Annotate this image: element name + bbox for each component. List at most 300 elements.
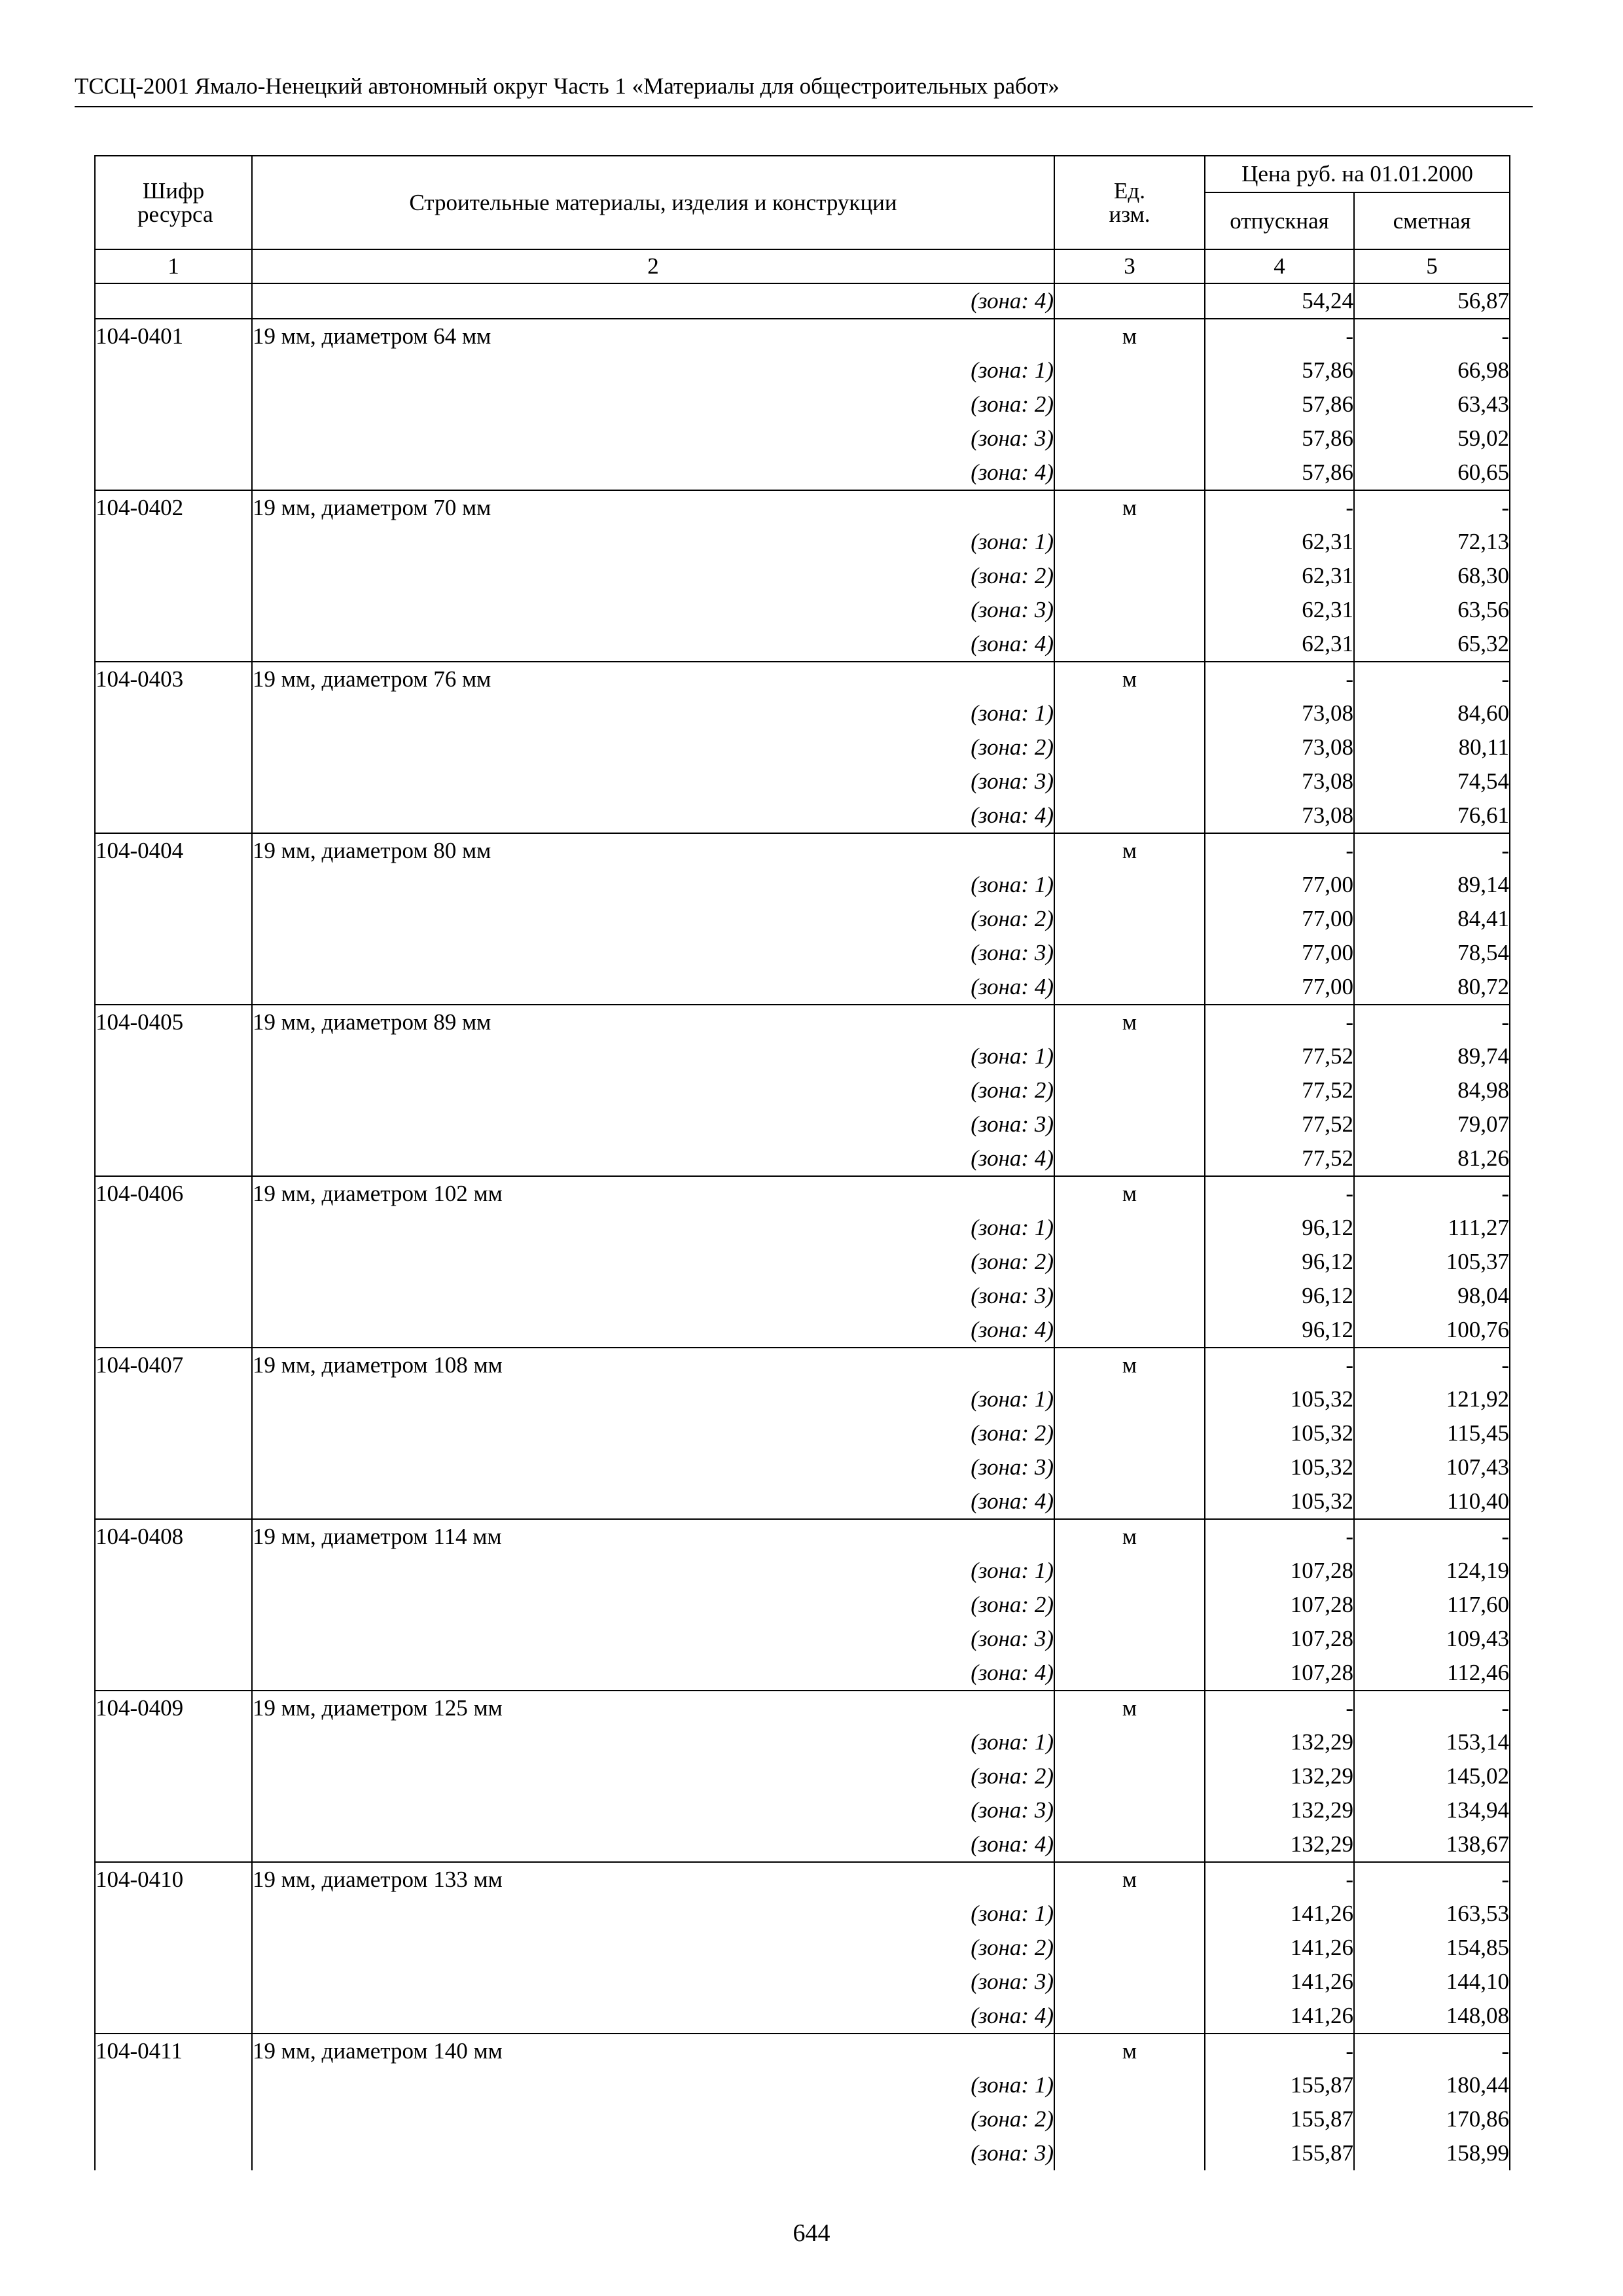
code-cell [95, 1554, 252, 1588]
zone-label: (зона: 3) [252, 1450, 1054, 1484]
zone-row [95, 422, 1510, 456]
estimate-price: 60,65 [1354, 456, 1510, 490]
zone-label: (зона: 1) [252, 868, 1054, 902]
release-price: 107,28 [1205, 1554, 1354, 1588]
estimate-price: 76,61 [1354, 798, 1510, 833]
resource-code: 104-0401 [95, 319, 252, 353]
column-number: 5 [1354, 249, 1510, 283]
material-name: 19 мм, диаметром 102 мм [252, 1176, 1054, 1211]
release-price: 155,87 [1205, 2102, 1354, 2136]
unit-cell [1054, 283, 1205, 319]
zone-row [95, 1931, 1510, 1965]
code-cell [95, 353, 252, 387]
estimate-price: 138,67 [1354, 1827, 1510, 1862]
estimate-price: 89,14 [1354, 868, 1510, 902]
column-number: 2 [252, 249, 1054, 283]
zone-row [95, 1725, 1510, 1759]
resource-code: 104-0408 [95, 1519, 252, 1554]
code-cell [95, 1107, 252, 1141]
zone-row [95, 1622, 1510, 1656]
unit-cell [1054, 1450, 1205, 1484]
material-name: 19 мм, диаметром 133 мм [252, 1862, 1054, 1897]
zone-label: (зона: 4) [252, 798, 1054, 833]
unit-cell: м [1054, 1862, 1205, 1897]
estimate-price: 109,43 [1354, 1622, 1510, 1656]
zone-row [95, 1484, 1510, 1519]
table-row [95, 1176, 1510, 1211]
release-price: - [1205, 319, 1354, 353]
material-name: 19 мм, диаметром 70 мм [252, 490, 1054, 525]
code-cell [95, 1656, 252, 1691]
estimate-price: 180,44 [1354, 2068, 1510, 2102]
code-cell [95, 525, 252, 559]
code-cell [95, 456, 252, 490]
unit-cell [1054, 1107, 1205, 1141]
zone-label: (зона: 2) [252, 902, 1054, 936]
header-code: Шифр ресурса [95, 156, 252, 249]
estimate-price: 111,27 [1354, 1211, 1510, 1245]
table-row [95, 2034, 1510, 2068]
zone-label: (зона: 3) [252, 2136, 1054, 2170]
column-number: 1 [95, 249, 252, 283]
release-price: - [1205, 662, 1354, 696]
zone-row [95, 902, 1510, 936]
zone-label: (зона: 2) [252, 730, 1054, 764]
code-cell [95, 1245, 252, 1279]
zone-label: (зона: 3) [252, 764, 1054, 798]
estimate-price: 144,10 [1354, 1965, 1510, 1999]
unit-cell [1054, 1897, 1205, 1931]
zone-row [95, 1827, 1510, 1862]
release-price: - [1205, 1176, 1354, 1211]
unit-cell: м [1054, 662, 1205, 696]
unit-cell: м [1054, 2034, 1205, 2068]
resource-code: 104-0411 [95, 2034, 252, 2068]
unit-cell [1054, 627, 1205, 662]
zone-row [95, 970, 1510, 1005]
zone-row [95, 593, 1510, 627]
release-price: 77,00 [1205, 868, 1354, 902]
estimate-price: 110,40 [1354, 1484, 1510, 1519]
material-name: 19 мм, диаметром 140 мм [252, 2034, 1054, 2068]
unit-cell [1054, 422, 1205, 456]
zone-row [95, 456, 1510, 490]
unit-cell [1054, 1484, 1205, 1519]
resource-code: 104-0410 [95, 1862, 252, 1897]
zone-label: (зона: 4) [252, 1999, 1054, 2034]
code-cell [95, 1141, 252, 1176]
zone-label: (зона: 2) [252, 559, 1054, 593]
unit-cell [1054, 1725, 1205, 1759]
estimate-price: - [1354, 1691, 1510, 1725]
estimate-price: 63,43 [1354, 387, 1510, 422]
release-price: 73,08 [1205, 764, 1354, 798]
header-rule [75, 106, 1533, 107]
code-cell [95, 1897, 252, 1931]
estimate-price: 117,60 [1354, 1588, 1510, 1622]
header-release-price: отпускная [1205, 192, 1354, 249]
material-name: 19 мм, диаметром 80 мм [252, 833, 1054, 868]
zone-row [95, 1999, 1510, 2034]
table-row [95, 1691, 1510, 1725]
code-cell [95, 1484, 252, 1519]
estimate-price: 112,46 [1354, 1656, 1510, 1691]
release-price: 62,31 [1205, 627, 1354, 662]
material-name: 19 мм, диаметром 76 мм [252, 662, 1054, 696]
table-row [95, 1005, 1510, 1039]
zone-label: (зона: 1) [252, 1211, 1054, 1245]
estimate-price: 154,85 [1354, 1931, 1510, 1965]
code-cell [95, 1416, 252, 1450]
header-name: Строительные материалы, изделия и конструкции [252, 156, 1054, 249]
zone-label: (зона: 1) [252, 525, 1054, 559]
release-price: 57,86 [1205, 422, 1354, 456]
release-price: 77,52 [1205, 1073, 1354, 1107]
unit-cell [1054, 798, 1205, 833]
release-price: - [1205, 833, 1354, 868]
code-cell [95, 868, 252, 902]
code-cell [95, 970, 252, 1005]
unit-cell [1054, 1622, 1205, 1656]
table-row [95, 662, 1510, 696]
code-cell [95, 1073, 252, 1107]
unit-cell [1054, 730, 1205, 764]
unit-cell [1054, 902, 1205, 936]
zone-label: (зона: 2) [252, 1416, 1054, 1450]
code-cell [95, 2136, 252, 2170]
header-estimate-price: сметная [1354, 192, 1510, 249]
zone-row [95, 559, 1510, 593]
zone-row [95, 1897, 1510, 1931]
estimate-price: 80,11 [1354, 730, 1510, 764]
unit-cell [1054, 456, 1205, 490]
zone-row [95, 627, 1510, 662]
release-price: 132,29 [1205, 1759, 1354, 1793]
column-number: 4 [1205, 249, 1354, 283]
code-cell [95, 1622, 252, 1656]
estimate-price: 65,32 [1354, 627, 1510, 662]
zone-label: (зона: 1) [252, 1382, 1054, 1416]
material-name: 19 мм, диаметром 125 мм [252, 1691, 1054, 1725]
unit-cell [1054, 1279, 1205, 1313]
zone-row [95, 387, 1510, 422]
zone-label: (зона: 1) [252, 1039, 1054, 1073]
column-number: 3 [1054, 249, 1205, 283]
code-cell [95, 1279, 252, 1313]
estimate-price: 72,13 [1354, 525, 1510, 559]
unit-cell: м [1054, 490, 1205, 525]
zone-row [95, 798, 1510, 833]
zone-row [95, 764, 1510, 798]
estimate-price: 153,14 [1354, 1725, 1510, 1759]
table-row [95, 1519, 1510, 1554]
release-price: 96,12 [1205, 1313, 1354, 1348]
release-price: 77,00 [1205, 970, 1354, 1005]
unit-cell [1054, 353, 1205, 387]
material-name: 19 мм, диаметром 89 мм [252, 1005, 1054, 1039]
zone-row [95, 730, 1510, 764]
release-price: - [1205, 1005, 1354, 1039]
zone-row [95, 2068, 1510, 2102]
zone-row [95, 1107, 1510, 1141]
release-price: 73,08 [1205, 730, 1354, 764]
zone-label: (зона: 2) [252, 1931, 1054, 1965]
release-price: 73,08 [1205, 798, 1354, 833]
header-price: Цена руб. на 01.01.2000 [1205, 156, 1510, 192]
release-price: 155,87 [1205, 2068, 1354, 2102]
unit-cell [1054, 387, 1205, 422]
release-price: 141,26 [1205, 1897, 1354, 1931]
estimate-price: 63,56 [1354, 593, 1510, 627]
zone-row [95, 868, 1510, 902]
unit-cell: м [1054, 1348, 1205, 1382]
estimate-price: - [1354, 1005, 1510, 1039]
estimate-price: 100,76 [1354, 1313, 1510, 1348]
estimate-price: 98,04 [1354, 1279, 1510, 1313]
zone-label: (зона: 1) [252, 1725, 1054, 1759]
release-price: 77,00 [1205, 936, 1354, 970]
unit-cell [1054, 1656, 1205, 1691]
unit-cell [1054, 1416, 1205, 1450]
release-price: 77,00 [1205, 902, 1354, 936]
table-row [95, 490, 1510, 525]
zone-label: (зона: 4) [252, 1484, 1054, 1519]
page-number: 644 [793, 2219, 830, 2247]
unit-cell [1054, 1965, 1205, 1999]
release-price: 105,32 [1205, 1382, 1354, 1416]
zone-label: (зона: 4) [252, 1656, 1054, 1691]
estimate-price: 79,07 [1354, 1107, 1510, 1141]
estimate-price: - [1354, 833, 1510, 868]
zone-label: (зона: 1) [252, 2068, 1054, 2102]
estimate-price: 56,87 [1354, 283, 1510, 319]
code-cell [95, 422, 252, 456]
zone-row [95, 525, 1510, 559]
release-price: 57,86 [1205, 387, 1354, 422]
estimate-price: 163,53 [1354, 1897, 1510, 1931]
unit-cell: м [1054, 1691, 1205, 1725]
code-cell [95, 1039, 252, 1073]
code-cell [95, 764, 252, 798]
unit-cell: м [1054, 319, 1205, 353]
release-price: - [1205, 1348, 1354, 1382]
code-cell [95, 593, 252, 627]
zone-row [95, 696, 1510, 730]
zone-label: (зона: 1) [252, 696, 1054, 730]
zone-row [95, 1211, 1510, 1245]
resource-code: 104-0405 [95, 1005, 252, 1039]
release-price: 107,28 [1205, 1588, 1354, 1622]
zone-label: (зона: 2) [252, 387, 1054, 422]
estimate-price: 148,08 [1354, 1999, 1510, 2034]
unit-cell [1054, 970, 1205, 1005]
estimate-price: 170,86 [1354, 2102, 1510, 2136]
zone-row [95, 2102, 1510, 2136]
release-price: 62,31 [1205, 525, 1354, 559]
unit-cell [1054, 2068, 1205, 2102]
release-price: 141,26 [1205, 1965, 1354, 1999]
zone-label: (зона: 3) [252, 422, 1054, 456]
material-name: 19 мм, диаметром 108 мм [252, 1348, 1054, 1382]
code-cell [95, 387, 252, 422]
unit-cell [1054, 868, 1205, 902]
zone-label: (зона: 4) [252, 627, 1054, 662]
unit-cell [1054, 2102, 1205, 2136]
page-header: ТССЦ-2001 Ямало-Ненецкий автономный округ Часть 1 «Материалы для общестроительных работ» [75, 73, 1060, 99]
zone-row [95, 1039, 1510, 1073]
zone-label: (зона: 3) [252, 1279, 1054, 1313]
material-name: 19 мм, диаметром 114 мм [252, 1519, 1054, 1554]
release-price: 105,32 [1205, 1450, 1354, 1484]
resource-code: 104-0403 [95, 662, 252, 696]
zone-row [95, 1793, 1510, 1827]
zone-row [95, 1965, 1510, 1999]
unit-cell [1054, 1759, 1205, 1793]
unit-cell [1054, 525, 1205, 559]
unit-cell [1054, 696, 1205, 730]
unit-cell [1054, 1245, 1205, 1279]
unit-cell [1054, 1931, 1205, 1965]
estimate-price: - [1354, 319, 1510, 353]
material-name: 19 мм, диаметром 64 мм [252, 319, 1054, 353]
unit-cell [1054, 1073, 1205, 1107]
release-price: 141,26 [1205, 1931, 1354, 1965]
unit-cell [1054, 1211, 1205, 1245]
zone-label: (зона: 1) [252, 1897, 1054, 1931]
zone-label: (зона: 4) [252, 283, 1054, 319]
release-price: - [1205, 2034, 1354, 2068]
release-price: 105,32 [1205, 1484, 1354, 1519]
estimate-price: 105,37 [1354, 1245, 1510, 1279]
zone-label: (зона: 3) [252, 1793, 1054, 1827]
estimate-price: 84,98 [1354, 1073, 1510, 1107]
code-cell [95, 696, 252, 730]
estimate-price: - [1354, 662, 1510, 696]
estimate-price: 89,74 [1354, 1039, 1510, 1073]
code-cell [95, 936, 252, 970]
release-price: 132,29 [1205, 1827, 1354, 1862]
estimate-price: 74,54 [1354, 764, 1510, 798]
unit-cell [1054, 2136, 1205, 2170]
unit-cell: м [1054, 1176, 1205, 1211]
zone-row [95, 1416, 1510, 1450]
zone-label: (зона: 2) [252, 2102, 1054, 2136]
unit-cell [1054, 1313, 1205, 1348]
zone-label: (зона: 2) [252, 1588, 1054, 1622]
table-row [95, 1862, 1510, 1897]
zone-row [95, 2136, 1510, 2170]
estimate-price: - [1354, 490, 1510, 525]
estimate-price: 68,30 [1354, 559, 1510, 593]
release-price: 96,12 [1205, 1211, 1354, 1245]
estimate-price: 59,02 [1354, 422, 1510, 456]
table-row [95, 833, 1510, 868]
zone-row [95, 1245, 1510, 1279]
unit-cell: м [1054, 1519, 1205, 1554]
estimate-price: 66,98 [1354, 353, 1510, 387]
resource-code: 104-0409 [95, 1691, 252, 1725]
code-cell [95, 1450, 252, 1484]
zone-row [95, 1313, 1510, 1348]
release-price: 57,86 [1205, 353, 1354, 387]
estimate-price: 107,43 [1354, 1450, 1510, 1484]
code-cell [95, 730, 252, 764]
resource-code: 104-0404 [95, 833, 252, 868]
zone-label: (зона: 3) [252, 936, 1054, 970]
zone-row [95, 1656, 1510, 1691]
unit-cell [1054, 1999, 1205, 2034]
unit-cell [1054, 936, 1205, 970]
zone-row [95, 1073, 1510, 1107]
zone-row [95, 353, 1510, 387]
unit-cell [1054, 764, 1205, 798]
zone-label: (зона: 2) [252, 1759, 1054, 1793]
estimate-price: 84,60 [1354, 696, 1510, 730]
release-price: 77,52 [1205, 1107, 1354, 1141]
unit-cell [1054, 1039, 1205, 1073]
unit-cell [1054, 1554, 1205, 1588]
release-price: 54,24 [1205, 283, 1354, 319]
zone-row [95, 1450, 1510, 1484]
estimate-price: 78,54 [1354, 936, 1510, 970]
zone-row [95, 1141, 1510, 1176]
zone-label: (зона: 2) [252, 1245, 1054, 1279]
unit-cell [1054, 1141, 1205, 1176]
zone-label: (зона: 1) [252, 353, 1054, 387]
zone-label: (зона: 4) [252, 1827, 1054, 1862]
release-price: - [1205, 1691, 1354, 1725]
estimate-price: 84,41 [1354, 902, 1510, 936]
zone-label: (зона: 1) [252, 1554, 1054, 1588]
release-price: 141,26 [1205, 1999, 1354, 2034]
zone-label: (зона: 2) [252, 1073, 1054, 1107]
unit-cell: м [1054, 1005, 1205, 1039]
table-body [95, 283, 1510, 2170]
release-price: 107,28 [1205, 1656, 1354, 1691]
code-cell [95, 1931, 252, 1965]
estimate-price: 121,92 [1354, 1382, 1510, 1416]
header-unit: Ед. изм. [1054, 156, 1205, 249]
release-price: 132,29 [1205, 1793, 1354, 1827]
zone-label: (зона: 4) [252, 1141, 1054, 1176]
zone-label: (зона: 4) [252, 456, 1054, 490]
release-price: - [1205, 1519, 1354, 1554]
estimate-price: - [1354, 1348, 1510, 1382]
zone-label: (зона: 3) [252, 1965, 1054, 1999]
zone-label: (зона: 4) [252, 1313, 1054, 1348]
unit-cell [1054, 1827, 1205, 1862]
resource-code: 104-0407 [95, 1348, 252, 1382]
unit-cell [1054, 559, 1205, 593]
code-cell [95, 1211, 252, 1245]
code-cell [95, 283, 252, 319]
zone-row [95, 936, 1510, 970]
release-price: 155,87 [1205, 2136, 1354, 2170]
code-cell [95, 1999, 252, 2034]
code-cell [95, 1588, 252, 1622]
code-cell [95, 1382, 252, 1416]
zone-row [95, 1759, 1510, 1793]
price-table [94, 155, 1510, 2170]
unit-cell [1054, 1588, 1205, 1622]
zone-label: (зона: 3) [252, 593, 1054, 627]
estimate-price: - [1354, 1176, 1510, 1211]
release-price: 62,31 [1205, 593, 1354, 627]
estimate-price: - [1354, 1862, 1510, 1897]
zone-row [95, 1279, 1510, 1313]
code-cell [95, 1725, 252, 1759]
unit-cell [1054, 1382, 1205, 1416]
